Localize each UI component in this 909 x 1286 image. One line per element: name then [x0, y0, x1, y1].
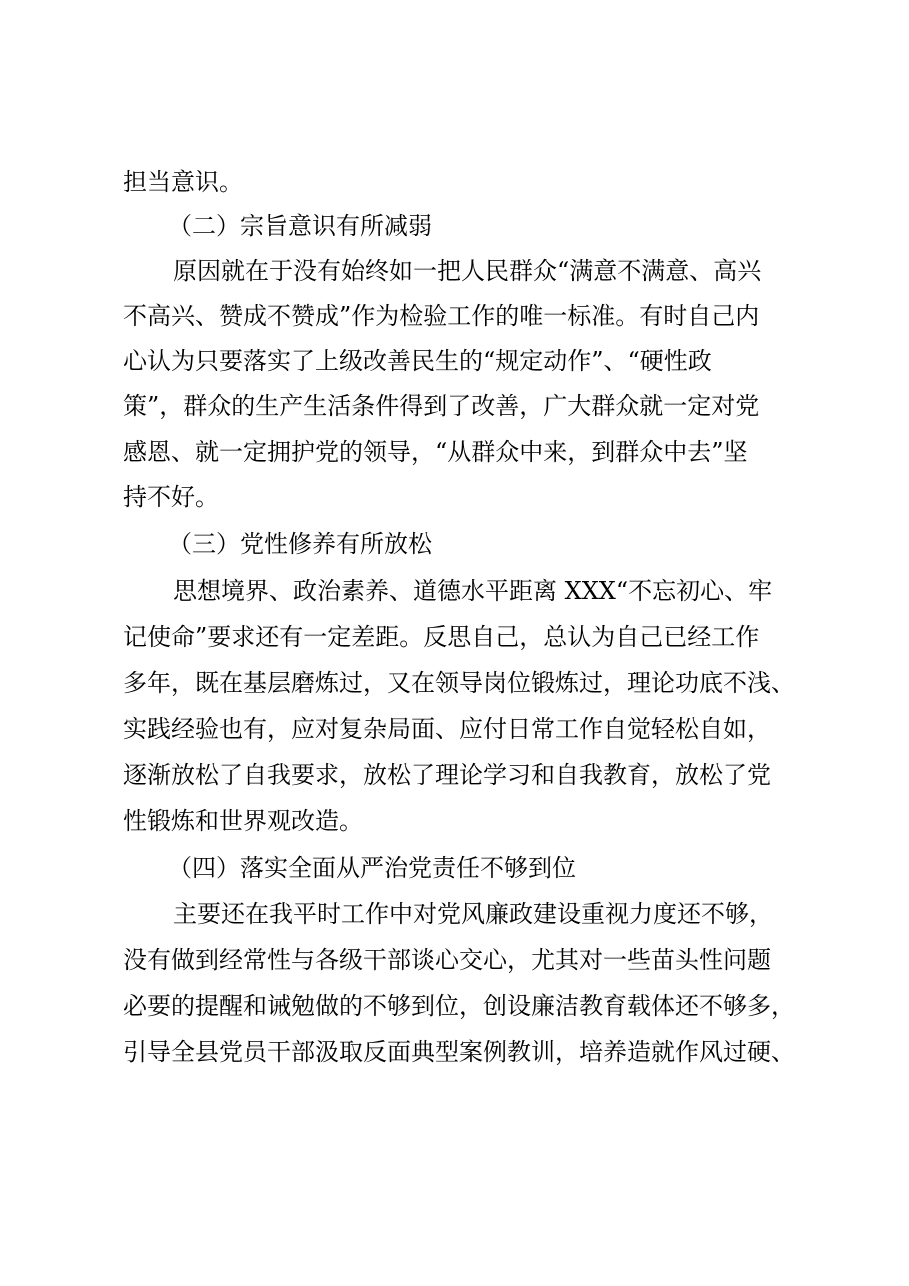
paragraph-line: 性锻炼和世界观改造。 [123, 807, 363, 835]
paragraph-line: 思想境界、政治素养、道德水平距离 XXX“不忘初心、牢 [173, 577, 773, 605]
paragraph-line: 主要还在我平时工作中对党风廉政建设重视力度还不够， [173, 900, 773, 928]
paragraph-line: 必要的提醒和诫勉做的不够到位，创设廉洁教育载体还不够多， [123, 992, 795, 1020]
section-heading: （二）宗旨意识有所减弱 [168, 212, 432, 240]
section-heading: （三）党性修养有所放松 [168, 530, 432, 558]
paragraph-line: 不高兴、赞成不赞成”作为检验工作的唯一标准。有时自己内 [123, 302, 760, 330]
paragraph-line: 原因就在于没有始终如一把人民群众“满意不满意、高兴 [173, 257, 762, 285]
paragraph-line: 逐渐放松了自我要求，放松了理论学习和自我教育，放松了党 [123, 761, 771, 789]
paragraph-line: 担当意识。 [123, 168, 243, 196]
section-heading: （四）落实全面从严治党责任不够到位 [168, 854, 576, 882]
paragraph-line: 实践经验也有，应对复杂局面、应付日常工作自觉轻松自如， [123, 715, 771, 743]
paragraph-line: 记使命”要求还有一定差距。反思自己，总认为自己已经工作 [123, 623, 760, 651]
paragraph-line: 感恩、就一定拥护党的领导，“从群众中来，到群众中去”坚 [123, 438, 748, 466]
paragraph-line: 多年，既在基层磨炼过，又在领导岗位锻炼过，理论功底不浅、 [123, 669, 795, 697]
paragraph-line: 策”，群众的生产生活条件得到了改善，广大群众就一定对党 [123, 392, 760, 420]
paragraph-line: 持不好。 [123, 483, 219, 511]
paragraph-line: 心认为只要落实了上级改善民生的“规定动作”、“硬性政 [123, 347, 712, 375]
paragraph-line: 引导全县党员干部汲取反面典型案例教训，培养造就作风过硬、 [123, 1038, 795, 1066]
paragraph-line: 没有做到经常性与各级干部谈心交心，尤其对一些苗头性问题 [123, 946, 771, 974]
